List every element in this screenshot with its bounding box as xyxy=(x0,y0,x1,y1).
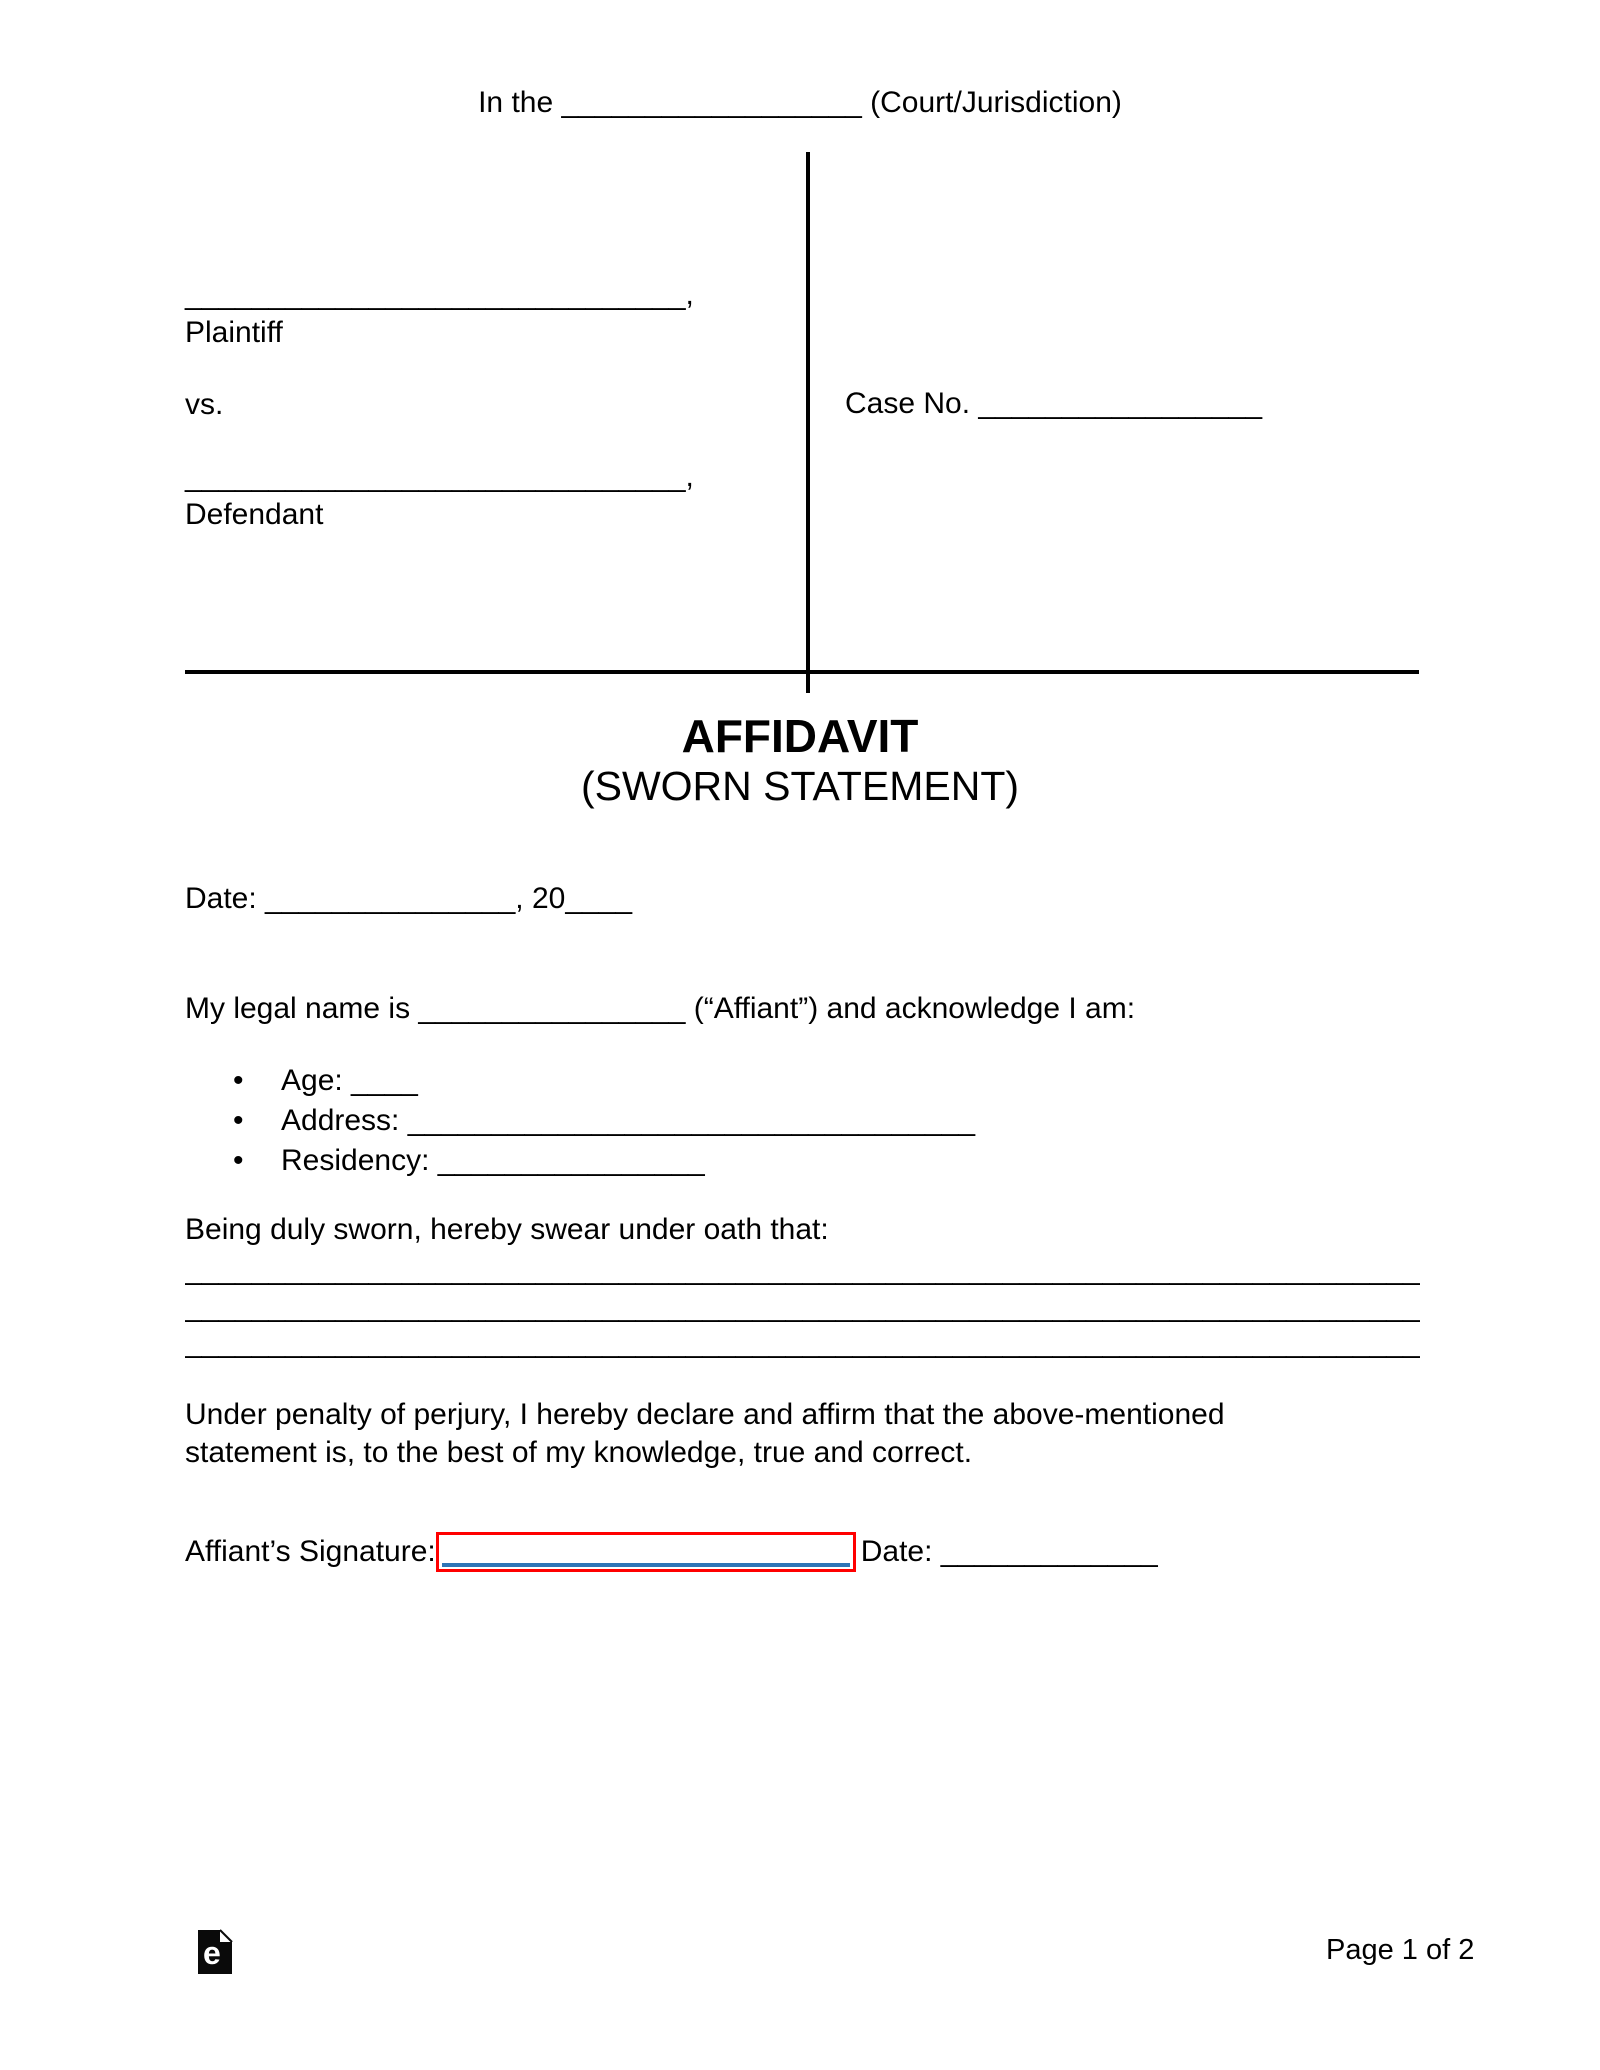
legal-name-line: My legal name is ________________ (“Affiant”) and acknowledge I am: xyxy=(185,992,1136,1025)
date-line: Date: _______________, 20____ xyxy=(185,882,633,915)
eforms-logo xyxy=(197,1929,233,1975)
affiant-details-list xyxy=(233,1064,975,1184)
defendant-label: Defendant xyxy=(185,498,324,531)
bullet-icon: • xyxy=(233,1144,244,1177)
address-line: Address: __________________________________ xyxy=(281,1104,975,1137)
caption-horizontal-rule xyxy=(185,670,1419,674)
perjury-paragraph-line-1: Under penalty of perjury, I hereby declare and affirm that the above-mentioned xyxy=(185,1398,1225,1431)
court-jurisdiction-line: In the __________________ (Court/Jurisdiction) xyxy=(478,86,1122,119)
statement-line-2: __________________________________________________________________________ xyxy=(185,1289,1420,1323)
vs-label: vs. xyxy=(185,388,224,421)
document-title: AFFIDAVIT xyxy=(681,710,919,762)
perjury-paragraph-line-2: statement is, to the best of my knowledge, true and correct. xyxy=(185,1436,973,1469)
document-subtitle: (SWORN STATEMENT) xyxy=(580,763,1020,809)
plaintiff-label: Plaintiff xyxy=(185,316,283,349)
bullet-icon: • xyxy=(233,1104,244,1137)
list-item xyxy=(233,1144,975,1184)
affiant-signature-field[interactable] xyxy=(436,1532,856,1572)
signature-date-line: Date: _____________ xyxy=(860,1535,1158,1568)
page-number-label: Page 1 of 2 xyxy=(1326,1934,1475,1966)
statement-line-1: __________________________________________________________________________ xyxy=(185,1253,1420,1286)
residency-line: Residency: ________________ xyxy=(281,1144,705,1177)
age-line: Age: ____ xyxy=(281,1064,418,1097)
caption-vertical-rule xyxy=(806,152,810,693)
bullet-icon: • xyxy=(233,1064,244,1097)
list-item xyxy=(233,1064,975,1104)
statement-blank-lines xyxy=(185,1252,1420,1362)
defendant-blank-line: ______________________________, xyxy=(185,460,694,493)
logo-letter: e xyxy=(203,1935,221,1971)
signature-field-underline xyxy=(442,1563,850,1567)
document-page-icon xyxy=(197,1929,233,1975)
statement-line-3: __________________________________________________________________________ xyxy=(185,1326,1420,1359)
signature-row xyxy=(185,1532,1158,1572)
affiant-signature-label: Affiant’s Signature: xyxy=(185,1535,436,1568)
list-item xyxy=(233,1104,975,1144)
sworn-oath-line: Being duly sworn, hereby swear under oath that: xyxy=(185,1213,829,1246)
perjury-paragraph xyxy=(185,1396,1225,1472)
case-number-line: Case No. _________________ xyxy=(845,387,1263,420)
plaintiff-blank-line: ______________________________, xyxy=(185,278,694,311)
